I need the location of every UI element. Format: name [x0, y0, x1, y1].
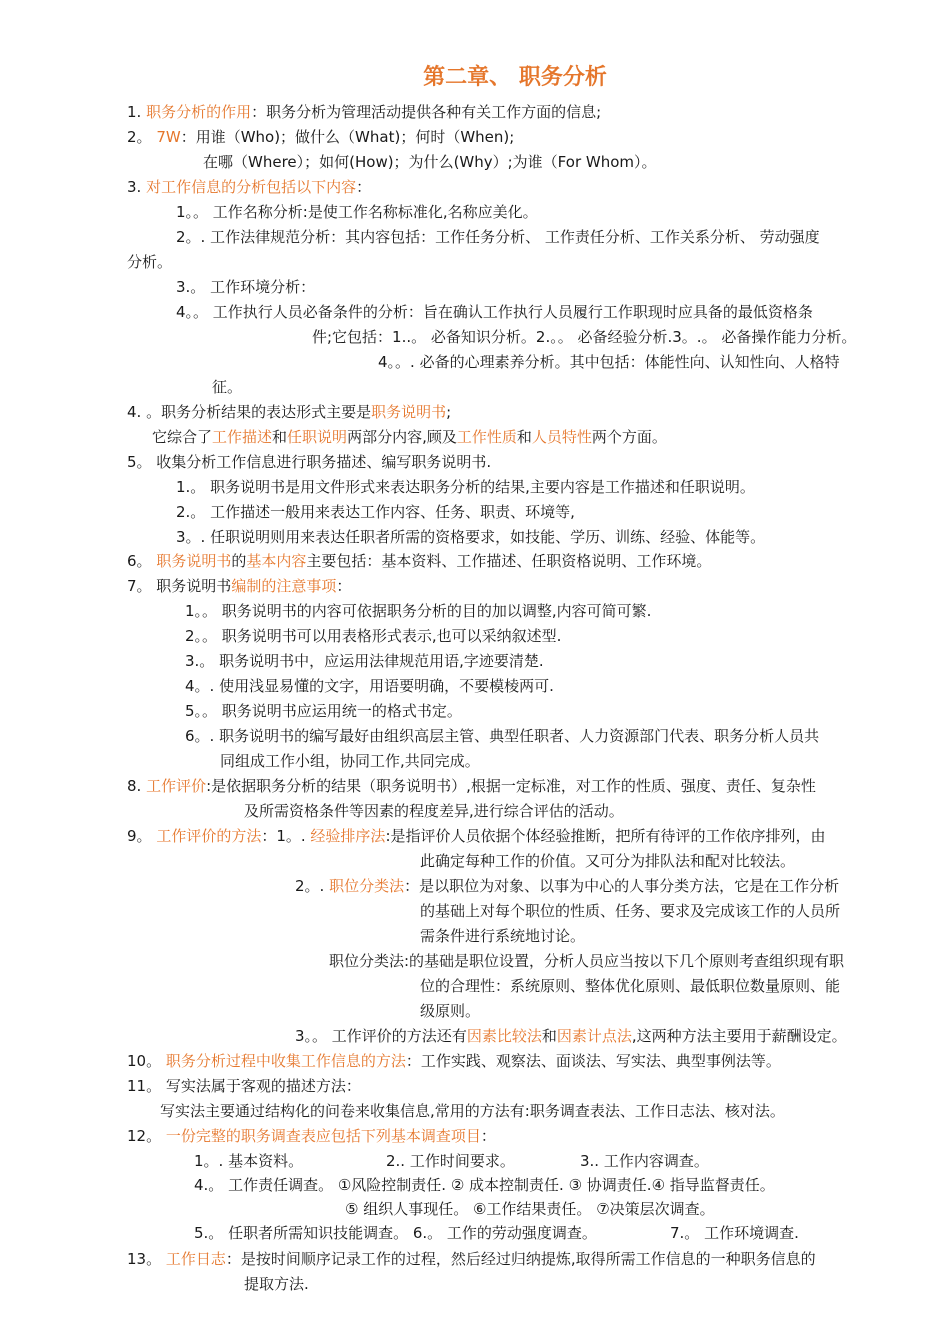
item-9-1-cont: 此确定每种工作的价值。又可分为排队法和配对比较法。 — [420, 852, 796, 870]
item-13-cont: 提取方法. — [244, 1275, 309, 1293]
item-9-3: 3。。 工作评价的方法还有因素比较法和因素计点法,这两种方法主要用于薪酬设定。 — [295, 1027, 847, 1045]
item-12: 12。 一份完整的职务调查表应包括下列基本调查项目： — [127, 1127, 496, 1145]
item-9-2-note-cont: 位的合理性：系统原则、整体优化原则、最低职位数量原则、能 — [420, 977, 841, 995]
item-6: 6。 职务说明书的基本内容主要包括：基本资料、工作描述、任职资格说明、工作环境。 — [127, 552, 712, 570]
item-12-f: 5.。 任职者所需知识技能调查。 6.。 工作的劳动强度调查。 — [194, 1224, 597, 1242]
item-8-cont: 及所需资格条件等因素的程度差异,进行综合评估的活动。 — [244, 802, 624, 820]
item-7-5: 5。。 职务说明书应运用统一的格式书定。 — [185, 702, 462, 720]
item-9-2-cont2: 需条件进行系统地讨论。 — [420, 927, 586, 945]
item-7-6-cont: 同组成工作小组，协同工作,共同完成。 — [220, 752, 480, 770]
item-3-2-cont: 分析。 — [127, 253, 173, 271]
item-12-b: 2.. 工作时间要求。 — [386, 1152, 515, 1170]
item-12-e: ⑤ 组织人事现任。 ⑥工作结果责任。 ⑦决策层次调查。 — [345, 1200, 715, 1218]
item-4-cont: 它综合了工作描述和任职说明两部分内容,顾及工作性质和人员特性两个方面。 — [152, 428, 667, 446]
item-1: 1. 职务分析的作用：职务分析为管理活动提供各种有关工作方面的信息; — [127, 103, 602, 121]
item-3-1: 1。。 工作名称分析:是使工作名称标准化,名称应美化。 — [176, 203, 538, 221]
item-7-3: 3.。 职务说明书中，应运用法律规范用语,字迹要清楚. — [185, 652, 544, 670]
item-3-4-cont2: 4。。. 必备的心理素养分析。其中包括：体能性向、认知性向、人格特 — [378, 353, 840, 371]
item-5-3: 3。. 任职说明则用来表达任职者所需的资格要求，如技能、学历、训练、经验、体能等。 — [176, 528, 766, 546]
item-3-4: 4。。 工作执行人员必备条件的分析：旨在确认工作执行人员履行工作职现时应具备的最低资格条 — [176, 303, 813, 321]
item-3-3: 3.。 工作环境分析： — [176, 278, 316, 296]
item-9-2-note: 职位分类法:的基础是职位设置，分析人员应当按以下几个原则考查组织现有职 — [329, 952, 845, 970]
item-5: 5。 收集分析工作信息进行职务描述、编写职务说明书. — [127, 453, 492, 471]
item-7-6: 6。. 职务说明书的编写最好由组织高层主管、典型任职者、人力资源部门代表、职务分析人员共 — [185, 727, 820, 745]
item-3: 3. 对工作信息的分析包括以下内容： — [127, 178, 372, 196]
item-9-2: 2。. 职位分类法：是以职位为对象、以事为中心的人事分类方法，它是在工作分析 — [295, 877, 840, 895]
item-5-2: 2.。 工作描述一般用来表达工作内容、任务、职责、环境等, — [176, 503, 575, 521]
item-4: 4. 。职务分析结果的表达形式主要是职务说明书; — [127, 403, 452, 421]
item-5-1: 1.。 职务说明书是用文件形式来表达职务分析的结果,主要内容是工作描述和任职说明。 — [176, 478, 755, 496]
item-10: 10。 职务分析过程中收集工作信息的方法：工作实践、观察法、面谈法、写实法、典型事例法等。 — [127, 1052, 781, 1070]
item-11: 11。 写实法属于客观的描述方法： — [127, 1077, 361, 1095]
item-2: 2。 7W：用谁（Who)；做什么（What)；何时（When); — [127, 128, 515, 146]
item-7-1: 1。。 职务说明书的内容可依据职务分析的目的加以调整,内容可简可繁. — [185, 602, 652, 620]
item-7: 7。 职务说明书编制的注意事项： — [127, 577, 352, 595]
item-12-d: 4.。 工作责任调查。 ①风险控制责任. ② 成本控制责任. ③ 协调责任.④ 指导监督责任。 — [194, 1176, 775, 1194]
chapter-title: 第二章、 职务分析 — [423, 65, 607, 90]
item-12-c: 3.. 工作内容调查。 — [580, 1152, 709, 1170]
item-11-cont: 写实法主要通过结构化的问卷来收集信息,常用的方法有:职务调查表法、工作日志法、核对法。 — [160, 1102, 785, 1120]
item-7-2: 2。。 职务说明书可以用表格形式表示,也可以采纳叙述型. — [185, 627, 562, 645]
item-3-4-cont3: 征。 — [212, 378, 243, 396]
item-13: 13。 工作日志：是按时间顺序记录工作的过程，然后经过归纳提炼,取得所需工作信息的一种职务信息的 — [127, 1250, 816, 1268]
item-2-cont: 在哪（Where）；如何(How)；为什么(Why）;为谁（For Whom）。 — [203, 153, 657, 171]
item-3-2: 2。. 工作法律规范分析：其内容包括：工作任务分析、 工作责任分析、工作关系分析、 劳动强度 — [176, 228, 820, 246]
item-8: 8. 工作评价:是依据职务分析的结果（职务说明书）,根据一定标准，对工作的性质、强度、责任、复杂性 — [127, 777, 816, 795]
item-3-4-cont: 件;它包括：1..。 必备知识分析。2.。。 必备经验分析.3。.。 必备操作能力分析。 — [312, 328, 857, 346]
item-12-g: 7.。 工作环境调查. — [670, 1224, 799, 1242]
item-7-4: 4。. 使用浅显易懂的文字，用语要明确，不要模棱两可. — [185, 677, 554, 695]
item-9-2-note-cont2: 级原则。 — [420, 1002, 481, 1020]
item-12-a: 1。. 基本资料。 — [194, 1152, 304, 1170]
item-9-2-cont: 的基础上对每个职位的性质、任务、要求及完成该工作的人员所 — [420, 902, 841, 920]
item-9: 9。 工作评价的方法：1。. 经验排序法:是指评价人员依据个体经验推断，把所有待评的工作依序排列，由 — [127, 827, 826, 845]
